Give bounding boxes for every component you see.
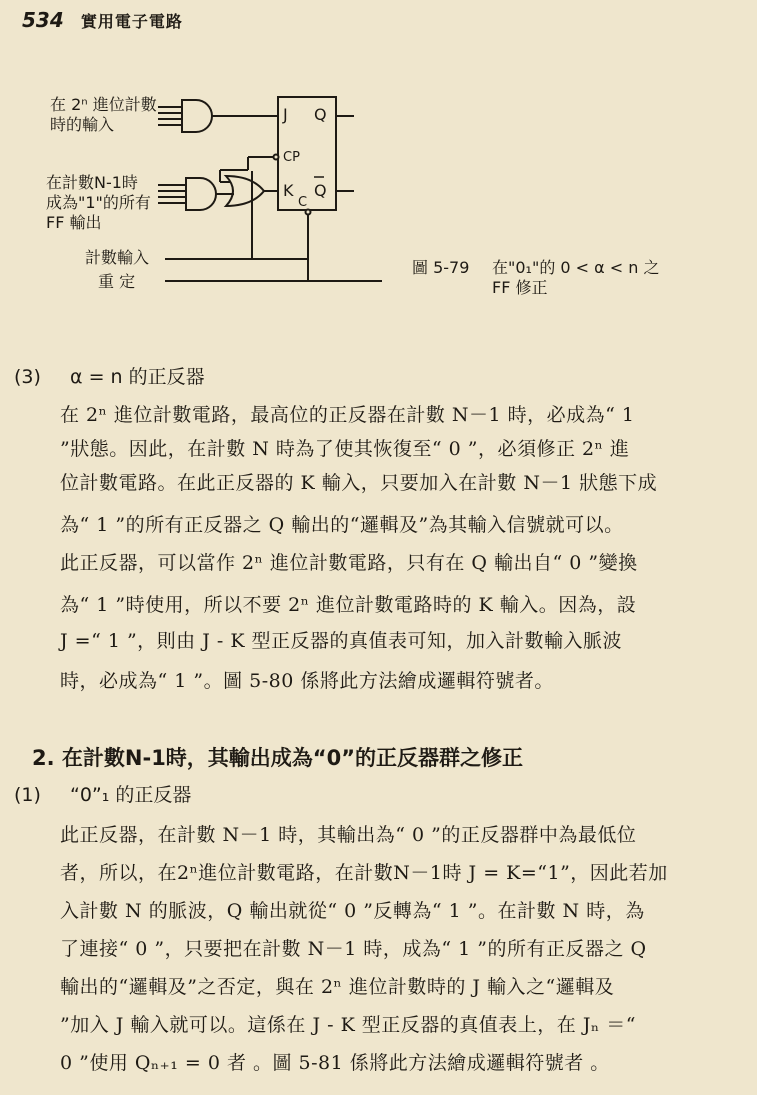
section-2-line: 者，所以，在2ⁿ進位計數電路，在計數N－1時 J = K=“1”，因此若加 [60,862,668,884]
section-1-marker: (3) [14,366,41,388]
page-number: 534 [22,8,64,32]
section-2-line: 入計數 N 的脈波，Q 輸出就從“ 0 ”反轉為“ 1 ”。在計數 N 時，為 [60,900,645,922]
section-1-line: 此正反器，可以當作 2ⁿ 進位計數電路，只有在 Q 輸出自“ 0 ”變換 [60,552,638,574]
pin-cd: C [298,195,308,210]
section-2-heading: 2. 在計數N-1時，其輸出成為“0”的正反器群之修正 [32,746,524,770]
label-count-input: 計數輸入 [85,248,150,267]
section-1-line: 時，必成為“ 1 ”。圖 5-80 係將此方法繪成邏輯符號者。 [60,670,554,692]
cp-bubble [274,155,279,160]
section-2-line: 了連接“ 0 ”，只要把在計數 N－1 時，成為“ 1 ”的所有正反器之 Q [60,938,647,960]
section-1-line: J =“ 1 ”，則由 J - K 型正反器的真值表可知，加入計數輸入脈波 [60,630,623,652]
section-2-sub-title: “0”₁ 的正反器 [70,784,192,806]
section-2-sub-heading [14,780,191,807]
section-2-line: ”加入 J 輸入就可以。這係在 J - K 型正反器的真值表上，在 Jₙ ＝“ [60,1014,636,1036]
pin-q: Q [314,105,327,124]
book-title: 實用電子電路 [80,12,183,31]
section-2-marker: (1) [14,784,41,806]
pin-j: J [283,105,288,124]
or-gate-k [226,176,264,206]
figure-number: 圖 5-79 [412,258,470,277]
section-2-line: 0 ”使用 Qₙ₊₁ = 0 者 。圖 5-81 係將此方法繪成邏輯符號者 。 [60,1052,610,1074]
section-1-title: α = n 的正反器 [70,366,205,388]
section-2-line: 輸出的“邏輯及”之否定，與在 2ⁿ 進位計數時的 J 輸入之“邏輯及 [60,976,615,998]
figure-caption: 在"0₁"的 0 < α < n 之 FF 修正 [492,258,660,297]
page-header [22,8,322,36]
section-1-heading [14,362,205,389]
label-reset: 重 定 [98,272,136,291]
and-gate-j [182,100,212,132]
section-1-line: 位計數電路。在此正反器的 K 輸入，只要加入在計數 N－1 狀態下成 [60,472,658,494]
pin-k: K [283,181,294,200]
and-gate-k [186,178,216,210]
section-1-line: 為“ 1 ”時使用，所以不要 2ⁿ 進位計數電路時的 K 輸入。因為，設 [60,594,637,616]
section-1-line: ”狀態。因此，在計數 N 時為了使其恢復至“ 0 ”，必須修正 2ⁿ 進 [60,438,630,460]
label-j-input: 在 2ⁿ 進位計數 時的輸入 [50,95,157,134]
section-1-line: 為“ 1 ”的所有正反器之 Q 輸出的“邏輯及”為其輸入信號就可以。 [60,514,624,536]
label-k-input: 在計數N-1時 成為"1"的所有 FF 輸出 [46,173,151,232]
pin-cp: CP [283,150,300,165]
pin-qbar: Q [314,181,327,200]
section-1-line: 在 2ⁿ 進位計數電路，最高位的正反器在計數 N－1 時，必成為“ 1 [60,404,635,426]
section-2-line: 此正反器，在計數 N－1 時，其輸出為“ 0 ”的正反器群中為最低位 [60,824,637,846]
